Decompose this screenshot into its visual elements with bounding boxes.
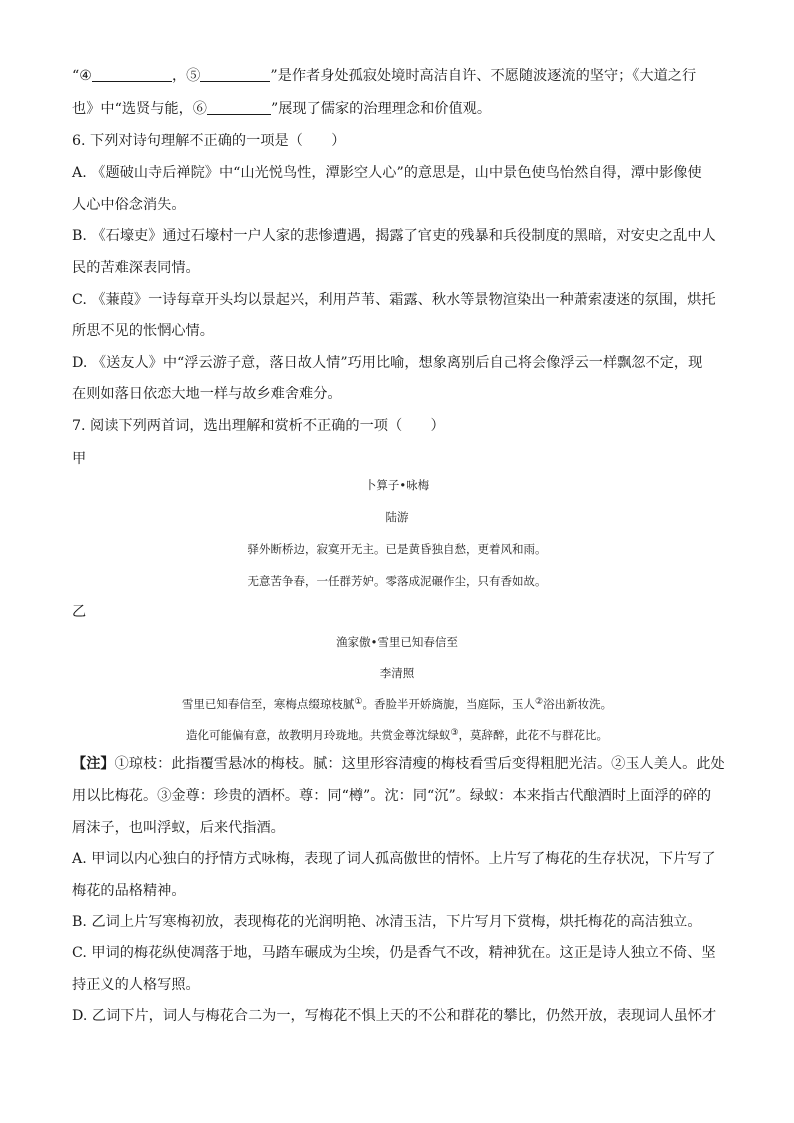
option-6d-line2: 在则如落日依恋大地一样与故乡难舍难分。: [72, 386, 342, 402]
poem1-title: 卜算子•咏梅: [364, 478, 430, 492]
footnote-mark-1: ①: [354, 697, 363, 707]
poem2-author: 李清照: [379, 666, 415, 680]
poem2-title: 渔家傲•雪里已知春信至: [336, 635, 458, 649]
option-7c-line1: C. 甲词的梅花纵使凋落于地，马踏车碾成为尘埃，仍是香气不改，精神犹在。这正是诗人独立不倚、坚: [72, 945, 716, 961]
text: 造化可能偏有意，故教明月玲珑地。共赏金尊沈绿蚁: [185, 728, 451, 742]
label-yi: 乙: [72, 604, 87, 620]
option-6a-line2: 人心中俗念消失。: [72, 197, 186, 213]
option-7c-line2: 持正义的人格写照。: [72, 977, 200, 993]
text: ”展现了儒家的治理理念和价值观。: [270, 101, 492, 117]
option-6c-line2: 所思不见的怅惘心情。: [72, 323, 214, 339]
answer-blank-4[interactable]: [92, 67, 172, 82]
text: ，⑤: [171, 68, 201, 84]
option-6d-line1: D. 《送友人》中“浮云游子意，落日故人情”巧用比喻，想象离别后自己将会像浮云一样飘忽不定，现: [72, 355, 703, 371]
note-line1: [72, 754, 725, 774]
footnote-mark-3: ③: [450, 728, 459, 738]
note-tag: 【注】: [72, 756, 115, 772]
question-7: 7. 阅读下列两首词，选出理解和赏析不正确的一项（ ）: [72, 418, 445, 434]
text: ”是作者身处孤寂处境时高洁自许、不愿随波逐流的坚守；《大道之行: [270, 68, 697, 84]
text: ，莫辞醉，此花不与群花比。: [458, 728, 609, 742]
option-6c-line1: C. 《蒹葭》一诗每章开头均以景起兴，利用芦苇、霜露、秋水等景物渲染出一种萧索凄迷的氛围，烘托: [72, 292, 716, 308]
option-6a-line1: A. 《题破山寺后禅院》中“山光悦鸟性，潭影空人心”的意思是，山中景色使鸟怡然自得，潭中影像使: [72, 165, 702, 181]
option-6b-line1: B. 《石壕吏》通过石壕村一户人家的悲惨遭遇，揭露了官吏的残暴和兵役制度的黑暗，对安史之乱中人: [72, 228, 716, 244]
fill-line-1: [72, 66, 696, 86]
note-line3: 屑沫子，也叫浮蚁，后来代指酒。: [72, 820, 285, 836]
poem1-line1: 驿外断桥边，寂寞开无主。已是黄昏独自愁，更着风和雨。: [247, 542, 547, 556]
text: 也》中“选贤与能，⑥: [72, 101, 207, 117]
poem1-line2: 无意苦争春，一任群芳妒。零落成泥碾作尘，只有香如故。: [247, 574, 547, 588]
poem2-line2: [0, 724, 794, 744]
answer-blank-5[interactable]: [200, 67, 270, 82]
fill-line-2: [72, 99, 491, 119]
text: “④: [72, 68, 92, 84]
option-7a-line1: A. 甲词以内心独白的抒情方式咏梅，表现了词人孤高傲世的情怀。上片写了梅花的生存状况，下片写了: [72, 851, 716, 867]
answer-blank-6[interactable]: [207, 100, 271, 115]
text: 雪里已知春信至，寒梅点缀琼枝腻: [181, 697, 355, 711]
text: 浴出新妆洗。: [543, 697, 613, 711]
poem1-author: 陆游: [385, 510, 409, 524]
footnote-mark-2: ②: [535, 697, 544, 707]
label-jia: 甲: [72, 451, 87, 467]
note-line2: 用以比梅花。③金尊：珍贵的酒杯。尊：同“樽”。沈：同“沉”。绿蚁：本来指古代酿酒时上面浮的碎的: [72, 788, 712, 804]
option-6b-line2: 民的苦难深表同情。: [72, 260, 200, 276]
text: 。香脸半开娇旖旎，当庭际，玉人: [362, 697, 535, 711]
text: ①琼枝：此指覆雪悬冰的梅枝。腻：这里形容清瘦的梅枝看雪后变得粗肥光洁。②玉人美人。此处: [114, 756, 725, 772]
poem2-line1: [0, 693, 794, 713]
question-6: 6. 下列对诗句理解不正确的一项是（ ）: [72, 133, 346, 149]
option-7b-line1: B. 乙词上片写寒梅初放，表现梅花的光润明艳、冰清玉洁，下片写月下赏梅，烘托梅花的高洁独立。: [72, 914, 702, 930]
option-7a-line2: 梅花的品格精神。: [72, 883, 186, 899]
option-7d-line1: D. 乙词下片，词人与梅花合二为一，写梅花不惧上天的不公和群花的攀比，仍然开放，表现词人虽怀才: [72, 1008, 717, 1024]
